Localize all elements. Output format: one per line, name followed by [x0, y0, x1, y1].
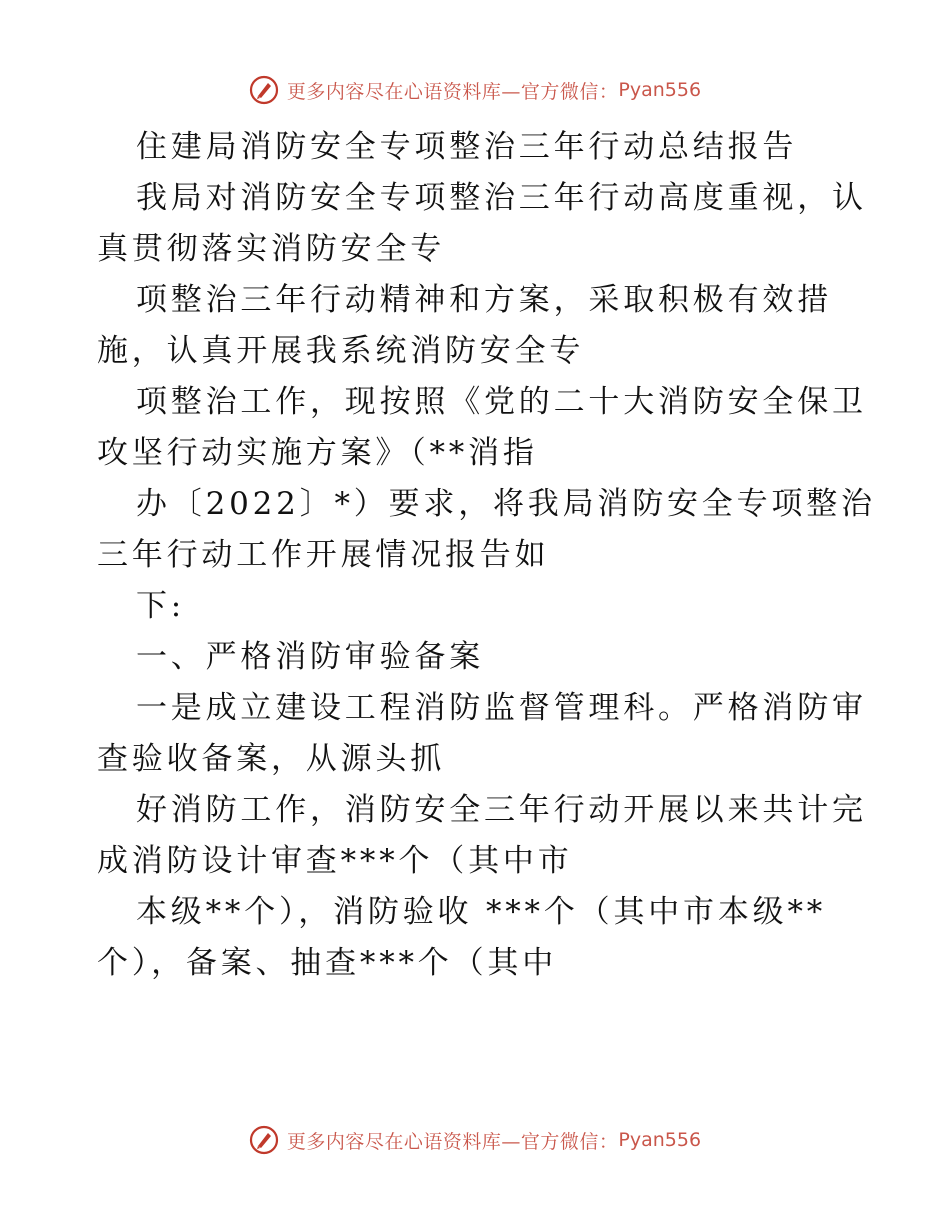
paragraph-line: 三年行动工作开展情况报告如: [97, 537, 550, 573]
paragraph-line: 真贯彻落实消防安全专: [97, 231, 445, 267]
watermark-id: Pyan556: [618, 1129, 702, 1151]
paragraph-line: 项整治三年行动精神和方案，采取积极有效措: [136, 282, 832, 318]
paragraph-line: 办〔2022〕*）要求，将我局消防安全专项整治: [136, 486, 876, 522]
paragraph-line: 施，认真开展我系统消防安全专: [97, 333, 585, 369]
pen-nib-icon: [249, 1125, 279, 1155]
paragraph-line: 一是成立建设工程消防监督管理科。严格消防审: [136, 690, 867, 726]
paragraph-line: 个），备案、抽查***个（其中: [97, 945, 557, 981]
section-heading: 一、严格消防审验备案: [136, 639, 484, 675]
paragraph-line: 下:: [136, 588, 186, 624]
paragraph-line: 查验收备案，从源头抓: [97, 741, 445, 777]
paragraph-line: 本级**个），消防验收 ***个（其中市本级**: [136, 894, 827, 930]
pen-nib-icon: [249, 75, 279, 105]
watermark-text: 更多内容尽在心语资料库—官方微信：: [286, 80, 619, 103]
paragraph-line: 成消防设计审查***个（其中市: [97, 843, 573, 879]
watermark-footer: [0, 1120, 950, 1160]
document-title: 住建局消防安全专项整治三年行动总结报告: [136, 129, 798, 165]
watermark-text: 更多内容尽在心语资料库—官方微信：: [286, 1130, 619, 1153]
watermark-id: Pyan556: [618, 79, 702, 101]
paragraph-line: 好消防工作，消防安全三年行动开展以来共计完: [136, 792, 867, 828]
document-body: [97, 122, 876, 989]
paragraph-line: 项整治工作，现按照《党的二十大消防安全保卫: [136, 384, 867, 420]
paragraph-line: 我局对消防安全专项整治三年行动高度重视，认: [136, 180, 867, 216]
paragraph-line: 攻坚行动实施方案》（**消指: [97, 435, 538, 471]
watermark-header: [0, 70, 950, 110]
